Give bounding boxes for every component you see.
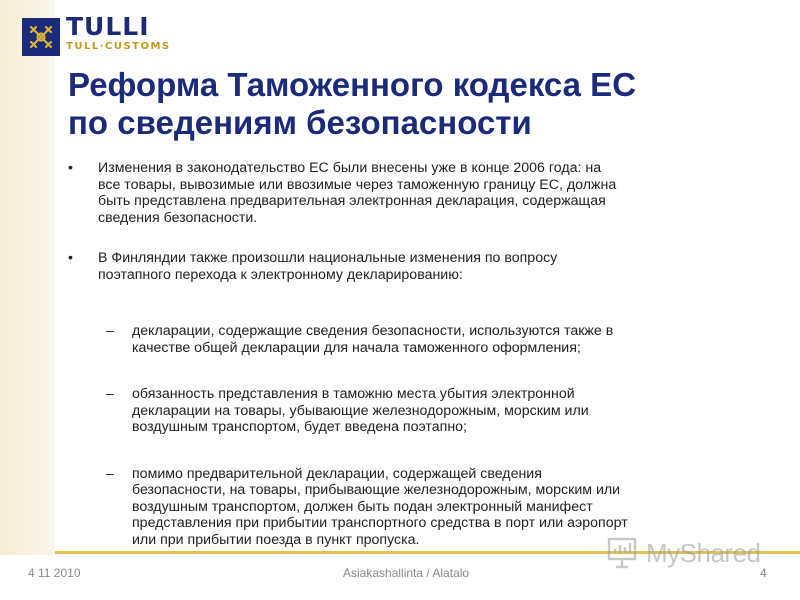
bullet-line: все товары, вывозимые или ввозимые через таможенную границу ЕС, должна	[98, 176, 617, 193]
sub-bullet-item	[68, 386, 768, 436]
sub-bullet-line: представления при прибытии транспортного средства в порт или аэропорт	[132, 515, 628, 531]
sub-bullet-line: или при прибытии поезда в пункт пропуска.	[132, 531, 420, 548]
tulli-emblem-icon	[22, 18, 60, 56]
footer-date: 4 11 2010	[28, 566, 81, 580]
title-line-1: Реформа Таможенного кодекса ЕС	[68, 66, 637, 103]
bullet-line: Изменения в законодательство ЕС были внесены уже в конце 2006 года: на	[98, 160, 602, 176]
footer-author: Asiakashallinta / Alatalo	[343, 566, 470, 580]
sub-bullet-line: декларации на товары, убывающие железнодорожным, морским или	[132, 402, 589, 419]
slide-content	[68, 160, 768, 548]
logo-subtitle: TULL·CUSTOMS	[66, 41, 171, 52]
sub-bullet-line: воздушным транспортом, будет введена поэтапно;	[132, 419, 467, 435]
bullet-line: поэтапного перехода к электронному декларированию:	[98, 266, 463, 283]
sub-bullet-line: воздушным транспортом, должен быть подан электронный манифест	[132, 498, 593, 515]
logo-name: TULLI	[66, 12, 150, 41]
dash-mark: –	[106, 465, 114, 482]
sub-bullet-item	[68, 323, 768, 356]
bullet-mark: •	[68, 250, 73, 266]
bullet-item	[68, 160, 768, 226]
logo	[66, 14, 171, 52]
sub-bullet-line: помимо предварительной декларации, содержащей сведения	[132, 465, 542, 482]
watermark	[606, 536, 761, 570]
sub-bullet-line: качестве общей декларации для начала таможенного оформления;	[132, 339, 581, 356]
bullet-line: сведения безопасности.	[98, 209, 258, 226]
dash-mark: –	[106, 323, 114, 339]
sub-bullet-line: декларации, содержащие сведения безопасности, используются также в	[132, 323, 614, 339]
bullet-item	[68, 250, 768, 283]
sub-bullet-line: обязанность представления в таможню места убытия электронной	[132, 386, 575, 402]
bullet-mark: •	[68, 160, 73, 176]
bullet-line: В Финляндии также произошли национальные изменения по вопросу	[98, 250, 558, 266]
dash-mark: –	[106, 386, 114, 402]
watermark-text: MyShared	[646, 537, 761, 568]
presentation-board-icon	[606, 536, 640, 570]
sub-bullet-line: безопасности, на товары, прибывающие железнодорожным, морским или	[132, 482, 621, 498]
title-line-2: по сведениям безопасности	[68, 104, 532, 141]
page-number: 4	[760, 566, 767, 580]
bullet-line: быть представлена предварительная электронная декларация, содержащая	[98, 193, 606, 209]
slide-title	[68, 66, 788, 142]
side-band	[0, 0, 55, 555]
